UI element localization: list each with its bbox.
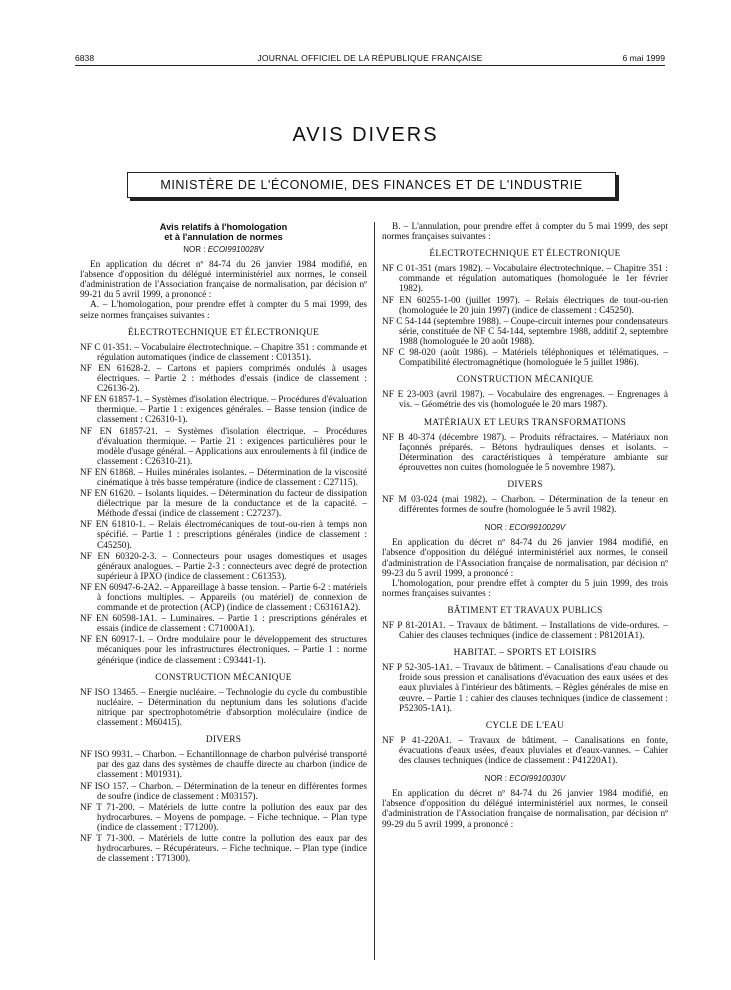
section-title: CONSTRUCTION MÉCANIQUE bbox=[155, 672, 292, 683]
ministry-box: MINISTÈRE DE L'ÉCONOMIE, DES FINANCES ET DE L'INDUSTRIE bbox=[127, 172, 616, 198]
page-header bbox=[75, 51, 665, 67]
nor-reference bbox=[80, 245, 367, 255]
standard-entry: NF P 81-201A1. – Travaux de bâtiment. – Installations de vide-ordures. – Cahier des clauses techniques (indice de classement : P81201A1). bbox=[382, 621, 668, 642]
standard-entry: NF B 40-374 (décembre 1987). – Produits réfractaires. – Matériaux non façonnés préparés. – Bétons hydrauliques denses et isolants. – Détermination des caractéristiques à température ambiante sur éprouvettes non cuites (homologuée le 5 novembre 1987). bbox=[382, 432, 668, 473]
standard-entry: NF P 52-305-1A1. – Travaux de bâtiment. – Canalisations d'eau chaude ou froide sous pression et canalisations d'évacuation des eaux usées et des eaux pluviales à l'intérieur des bâtiments. – Règles générales de mise en œuvre. – Partie 1 : cahier des clauses techniques (indice de classement : P52305-1A1). bbox=[382, 663, 668, 714]
standard-entry: NF T 71-200. – Matériels de lutte contre la pollution des eaux par des hydrocarbures. – Moyens de pompage. – Fiche technique. – Plan type (indice de classement : T71200). bbox=[80, 802, 367, 833]
issue-date: 6 mai 1999 bbox=[622, 53, 665, 63]
section-title: CYCLE DE L'EAU bbox=[485, 720, 565, 731]
header-rule bbox=[75, 65, 665, 66]
section-title: BÂTIMENT ET TRAVAUX PUBLICS bbox=[447, 605, 603, 616]
standard-entry: NF EN 60320-2-3. – Connecteurs pour usages domestiques et usages généraux analogues. – Partie 2-3 : connecteurs avec degré de protection supérieur à IPXO (indice de classement : C61353). bbox=[80, 551, 367, 582]
section-title: DIVERS bbox=[507, 479, 543, 490]
left-sections bbox=[80, 328, 367, 865]
notice-title-line1: Avis relatifs à l'homologation bbox=[159, 222, 288, 232]
standard-entry: NF EN 61857-1. – Systèmes d'isolation électrique. – Procédures d'évaluation thermique. – Partie 1 : exigences générales. – Basse tension (indice de classement : C26310-1). bbox=[80, 395, 367, 426]
left-column bbox=[80, 222, 367, 865]
section-title: ÉLECTROTECHNIQUE ET ÉLECTRONIQUE bbox=[429, 249, 621, 260]
standard-entry: NF EN 60917-1. – Ordre modulaire pour le développement des structures mécaniques pour les infrastructures électroniques. – Partie 1 : norme générique (indice de classement : C93441-1). bbox=[80, 635, 367, 666]
section-title: MATÉRIAUX ET LEURS TRANSFORMATIONS bbox=[423, 417, 627, 428]
nor-code-3: ECOI9910030V bbox=[509, 774, 566, 784]
page-number: 6838 bbox=[75, 53, 95, 63]
standard-entry: NF M 03-024 (mai 1982). – Charbon. – Détermination de la teneur en différentes formes de soufre (homologuée le 5 avril 1982). bbox=[382, 495, 668, 516]
intro-paragraph-2: En application du décret nº 84-74 du 26 janvier 1984 modifié, en l'absence d'opposition du délégué interministériel aux normes, le conseil d'administration de l'Association française de normalisation, par décision nº 99-23 du 5 avril 1999, a prononcé : bbox=[382, 538, 668, 579]
standard-entry: NF P 41-220A1. – Travaux de bâtiment. – Canalisations en fonte, évacuations d'eaux usées, d'eaux pluviales et d'eaux-vannes. – Cahier des clauses techniques (indice de classement : P41220A1). bbox=[382, 735, 668, 767]
journal-title: JOURNAL OFFICIEL DE LA RÉPUBLIQUE FRANÇAISE bbox=[257, 53, 483, 63]
standard-entry: NF ISO 157. – Charbon. – Détermination de la teneur en différentes formes de soufre (indice de classement : M03157). bbox=[80, 781, 367, 802]
standard-entry: NF EN 61868. – Huiles minérales isolantes. – Détermination de la viscosité cinématique à très basse température (indice de classement : C27115). bbox=[80, 467, 367, 488]
standard-entry: NF T 71-300. – Matériels de lutte contre la pollution des eaux par des hydrocarbures. – Récupérateurs. – Fiche technique. – Plan type (indice de classement : T71300). bbox=[80, 833, 367, 865]
intro-paragraph-3: En application du décret nº 84-74 du 26 janvier 1984 modifié, en l'absence d'opposition du délégué interministériel aux normes, le conseil d'administration de l'Association française de normalisation, par décision nº 99-29 du 5 avril 1999, a prononcé : bbox=[382, 789, 668, 830]
notice-title-line2: et à l'annulation de normes bbox=[164, 232, 283, 242]
standard-entry: NF C 98-020 (août 1986). – Matériels téléphoniques et télématiques. – Compatibilité électromagnétique (homologuée le 5 juillet 1986). bbox=[382, 348, 668, 369]
nor-reference-3 bbox=[382, 774, 668, 784]
standard-entry: NF EN 61857-21. – Systèmes d'isolation électrique. – Procédures d'évaluation thermique. – Partie 21 : exigences particulières pour le modèle d'usage général. – Applications aux enroulements à fil (indice de classement : C26310-21). bbox=[80, 426, 367, 467]
standard-entry: NF EN 61810-1. – Relais électromécaniques de tout-ou-rien à temps non spécifié. – Partie 1 : prescriptions générales (indice de classement : C45250). bbox=[80, 520, 367, 551]
section-title: HABITAT. – SPORTS ET LOISIRS bbox=[453, 648, 597, 659]
annulation-paragraph: B. – L'annulation, pour prendre effet à compter du 5 mai 1999, des sept normes françaises suivantes : bbox=[382, 222, 668, 243]
standard-entry: NF EN 60598-1A1. – Luminaires. – Partie 1 : prescriptions générales et essais (indice de classement : C71000A1). bbox=[80, 614, 367, 635]
standard-entry: NF ISO 9931. – Charbon. – Echantillonnage de charbon pulvérisé transporté par des gaz dans des systèmes de chauffe directe au charbon (indice de classement : M01931). bbox=[80, 750, 367, 781]
nor-code-2: ECOI9910029V bbox=[509, 523, 566, 533]
standard-entry: NF EN 60255-1-00 (juillet 1997). – Relais électriques de tout-ou-rien (homologuée le 20 juin 1997) (indice de classement : C45250). bbox=[382, 295, 668, 316]
standard-entry: NF EN 61620. – Isolants liquides. – Détermination du facteur de dissipation diélectrique par la mesure de la conductance et de la capacité. – Méthode d'essai (indice de classement : C27237). bbox=[80, 489, 367, 520]
nor-label-3: NOR : bbox=[484, 774, 507, 784]
right-column bbox=[382, 222, 668, 830]
standard-entry: NF EN 60947-6-2A2. – Appareillage à basse tension. – Partie 6-2 : matériels à fonctions multiples. – Appareils (ou matériel) de connexion de commande et de protection (ACP) (indice de classement : C63161A2). bbox=[80, 582, 367, 614]
page-heading: AVIS DIVERS bbox=[292, 124, 439, 146]
nor-code: ECOI9910028V bbox=[207, 245, 264, 254]
section-title: ÉLECTROTECHNIQUE ET ÉLECTRONIQUE bbox=[127, 327, 320, 338]
nor-label: NOR : bbox=[183, 245, 206, 254]
right-sections-2 bbox=[382, 606, 668, 766]
standard-entry: NF EN 61628-2. – Cartons et papiers comprimés ondulés à usages électriques. – Partie 2 : méthodes d'essais (indice de classement : C26136-2). bbox=[80, 363, 367, 395]
homologation-paragraph: A. – L'homologation, pour prendre effet à compter du 5 mai 1999, des seize normes françaises suivantes : bbox=[80, 300, 367, 321]
standard-entry: NF ISO 13465. – Energie nucléaire. – Technologie du cycle du combustible nucléaire. – Détermination du neptunium dans les solutions d'acide nitrique par spectrophotométrie d'absorption moléculaire (indice de classement : M60415). bbox=[80, 687, 367, 729]
homologation-paragraph-2: L'homologation, pour prendre effet à compter du 5 juin 1999, des trois normes françaises suivantes : bbox=[382, 578, 668, 599]
section-title: CONSTRUCTION MÉCANIQUE bbox=[456, 375, 594, 386]
nor-label-2: NOR : bbox=[484, 523, 507, 533]
standard-entry: NF C 01-351. – Vocabulaire électrotechnique. – Chapitre 351 : commande et régulation automatiques (indice de classement : C01351). bbox=[80, 342, 367, 363]
standard-entry: NF C 01-351 (mars 1982). – Vocabulaire électrotechnique. – Chapitre 351 : commande et régulation automatiques (homologuée le 1er février 1982). bbox=[382, 264, 668, 295]
section-title: DIVERS bbox=[205, 735, 242, 746]
intro-paragraph: En application du décret nº 84-74 du 26 janvier 1984 modifié, en l'absence d'opposition du délégué interministériel aux normes, le conseil d'administration de l'Association française de normalisation, par décision nº 99-21 du 5 avril 1999, a prononcé : bbox=[80, 260, 367, 301]
column-divider bbox=[374, 222, 375, 960]
right-sections bbox=[382, 249, 668, 515]
standard-entry: NF E 23-003 (avril 1987). – Vocabulaire des engrenages. – Engrenages à vis. – Géométrie des vis (homologuée le 20 mars 1987). bbox=[382, 390, 668, 411]
standard-entry: NF C 54-144 (septembre 1988). – Coupe-circuit internes pour condensateurs série, constituée de NF C 54-144, septembre 1988, additif 2, septembre 1988 (homologuée le 20 août 1988). bbox=[382, 316, 668, 347]
nor-reference-2 bbox=[382, 523, 668, 533]
